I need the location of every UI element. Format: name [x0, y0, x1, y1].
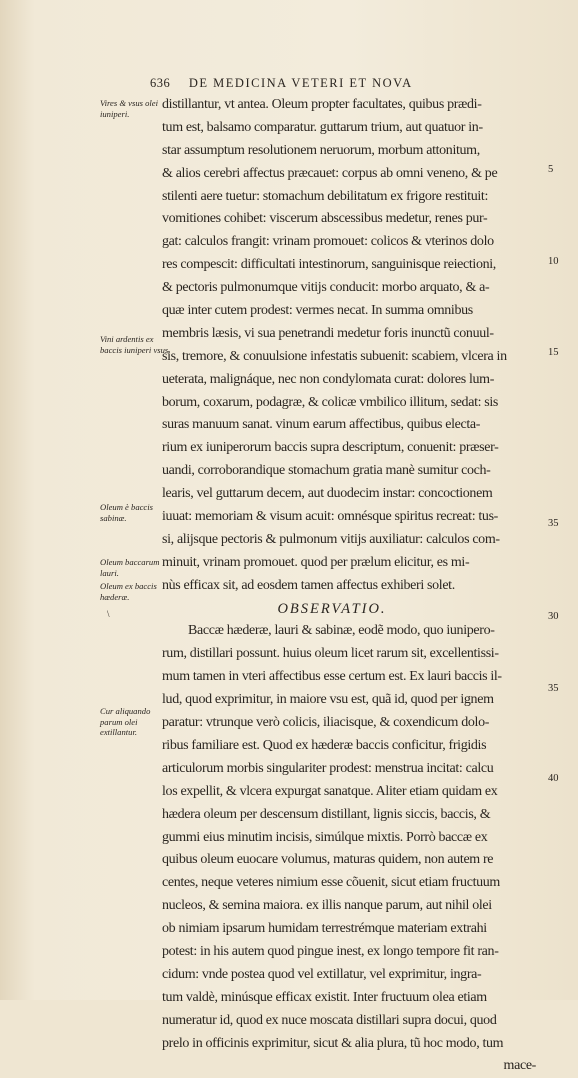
running-title: DE MEDICINA VETERI ET NOVA — [188, 76, 413, 90]
marginal-note: Vini ardentis ex baccis iuniperi vsus. — [100, 334, 171, 355]
line-number: 35 — [548, 518, 559, 529]
text-line: Baccæ hæderæ, lauri & sabinæ, eodẽ modo, quo iunipero- — [188, 623, 495, 639]
catchword: mace- — [503, 1058, 536, 1074]
text-line: ob nimiam ipsarum humidam terrestrémque materiam extrahi — [162, 921, 487, 937]
line-number: 15 — [548, 347, 559, 358]
text-line: rium ex iuniperorum baccis supra descriptum, conuenit: præser- — [162, 440, 499, 456]
text-line: ueterata, malignáque, nec non condylomata curat: dolores lum- — [162, 371, 495, 387]
text-line: & pectoris pulmonumque vitijs conducit: morbo arquato, & a- — [162, 280, 490, 296]
text-line: vomitiones cohibet: viscerum abscessibus medetur, renes pur- — [162, 211, 488, 227]
text-line: uandi, corroborandique stomachum gratia manè sumitur coch- — [162, 463, 491, 479]
text-line: rum, distillari possunt. huius oleum licet rarum sit, excellentissi- — [162, 646, 499, 662]
page-number: 636 — [150, 76, 171, 90]
text-line: membris læsis, vi sua penetrandi medetur foris inunctũ conuul- — [162, 325, 494, 341]
text-line: potest: in his autem quod pingue inest, ex longo tempore fit ran- — [162, 943, 499, 959]
text-line: quibus oleum euocare volumus, maturas quidem, non autem re — [162, 852, 494, 868]
text-line: prelo in officinis exprimitur, sicut & alia plura, tũ hoc modo, tum — [162, 1035, 504, 1051]
page-header — [150, 76, 570, 91]
text-line: minuit, vrinam promouet. quod per prælum elicitur, es mi- — [162, 554, 470, 570]
text-line: lud, quod exprimitur, in maiore vsu est, quã id, quod per ignem — [162, 692, 494, 708]
text-line: suras manuum sanat. vinum earum affectibus, quibus electa- — [162, 417, 481, 433]
text-line: ribus familiare est. Quod ex hæderæ baccis conficitur, frigidis — [162, 737, 487, 753]
text-line: learis, vel guttarum decem, aut duodecim instar: concoctionem — [162, 486, 493, 502]
text-line: si, alijsque pectoris & pulmonum vitijs auxiliatur: calculos com- — [162, 531, 500, 547]
line-number: 35 — [548, 683, 559, 694]
body-text — [162, 94, 542, 1078]
text-line: res compescit: difficultati intestinorum, sanguinisque reiectioni, — [162, 257, 496, 273]
text-line: borum, coxarum, podagræ, & colicæ vmbilico illitum, sedat: sis — [162, 394, 499, 410]
text-line: centes, neque veteres nimium esse cõuenit, sicut etiam fructuum — [162, 875, 500, 891]
marginal-note: Oleum baccarum lauri. — [100, 557, 160, 578]
marginal-note: Oleum ex baccis hæderæ. — [100, 581, 157, 602]
marginal-note: Oleum è baccis sabinæ. — [100, 502, 153, 523]
text-line: & alios cerebri affectus præcauet: corpus ab omni veneno, & pe — [162, 165, 498, 181]
section-heading: OBSERVATIO. — [277, 600, 387, 617]
marginal-note: Cur aliquando parum olei extillantur. — [100, 706, 151, 737]
text-line: distillantur, vt antea. Oleum propter facultates, quibus prædi- — [162, 97, 482, 112]
stray-mark: \ — [107, 609, 110, 619]
text-line: iuuat: memoriam & visum acuit: omnésque spiritus recreat: tus- — [162, 509, 498, 525]
text-line: sis, tremore, & conuulsione infestatis subuenit: scabiem, vlcera in — [162, 348, 507, 364]
text-line: nùs efficax sit, ad eosdem tamen affectus exhiberi solet. — [162, 577, 455, 593]
text-line: quæ inter cutem prodest: vermes necat. In summa omnibus — [162, 303, 473, 319]
text-line: gummi eius minutim incisis, simúlque mixtis. Porrò baccæ ex — [162, 829, 488, 845]
text-line: gat: calculos frangit: vrinam promouet: colicos & vterinos dolo — [162, 234, 494, 250]
text-line: star assumptum resolutionem neruorum, morbum attonitum, — [162, 142, 480, 158]
text-line: articulorum morbis singulariter prodest: menstrua incitat: calcu — [162, 760, 494, 776]
marginal-note: Vires & vsus olei iuniperi. — [100, 98, 158, 119]
text-line: los expellit, & vlcera expurgat sanatque. Aliter etiam quidam ex — [162, 783, 498, 799]
line-number: 5 — [548, 164, 554, 175]
text-line: paratur: vtrunque verò colicis, iliacisque, & coxendicum dolo- — [162, 715, 490, 731]
text-line: hædera oleum per descensum distillant, lignis siccis, baccis, & — [162, 806, 491, 822]
text-line: numeratur id, quod ex nuce moscata distillari supra docui, quod — [162, 1012, 497, 1028]
text-line: tum est, balsamo comparatur. guttarum trium, aut quatuor in- — [162, 119, 483, 135]
text-line: nucleos, & semina maiora. ex illis nanque parum, aut nihil olei — [162, 898, 492, 914]
text-line: mum tamen in vteri affectibus esse certum est. Ex lauri baccis il- — [162, 669, 502, 685]
text-line: cidum: vnde postea quod vel extillatur, vel exprimitur, ingra- — [162, 966, 482, 982]
line-number: 10 — [548, 256, 559, 267]
line-number: 40 — [548, 773, 559, 784]
text-line: stilenti aere tuetur: stomachum debilitatum ex frigore restituit: — [162, 188, 488, 204]
text-line: tum valdè, minúsque efficax existit. Inter fructuum olea etiam — [162, 989, 487, 1005]
line-number: 30 — [548, 611, 559, 622]
